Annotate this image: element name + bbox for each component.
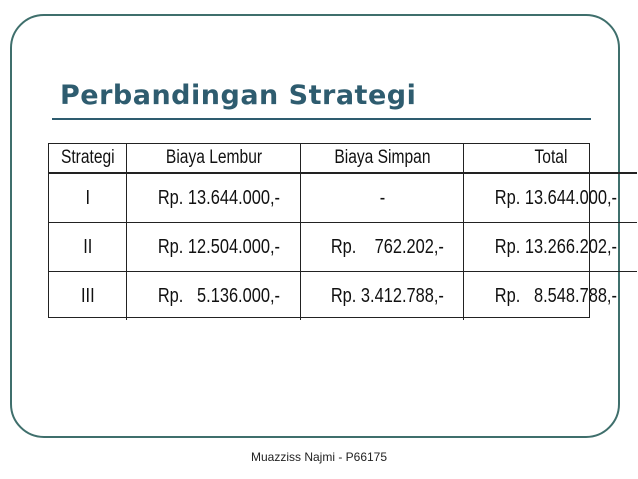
header-strategi: Strategi [56, 144, 120, 173]
cell-total: Rp. 8.548.788,- [494, 284, 617, 307]
cell-biaya-lembur: Rp. 12.504.000,- [143, 223, 286, 272]
cell-biaya-simpan: - [316, 173, 450, 223]
table-row [49, 173, 637, 223]
title-underline [52, 118, 591, 120]
cell-total: Rp. 13.644.000,- [479, 173, 621, 223]
header-biaya-lembur: Biaya Lembur [143, 144, 286, 173]
strategy-comparison-table [48, 143, 617, 318]
cell-biaya-simpan: Rp. 762.202,- [316, 223, 450, 272]
cell-biaya-lembur: Rp. 5.136.000,- [143, 272, 286, 321]
table-header-row [49, 144, 637, 173]
header-biaya-simpan: Biaya Simpan [316, 144, 450, 173]
cell-strategi: I [56, 173, 120, 223]
header-total: Total [479, 144, 621, 173]
table-row [49, 223, 637, 272]
table-row [49, 272, 637, 321]
cell-total: Rp. 13.266.202,- [479, 223, 621, 272]
slide-title: Perbandingan Strategi [60, 80, 417, 111]
slide-footer: Muazziss Najmi - P66175 [250, 450, 388, 464]
cell-biaya-simpan: Rp. 3.412.788,- [316, 272, 450, 321]
cell-biaya-lembur: Rp. 13.644.000,- [143, 173, 286, 223]
cell-strategi: II [56, 223, 120, 272]
cell-strategi: III [56, 272, 120, 321]
